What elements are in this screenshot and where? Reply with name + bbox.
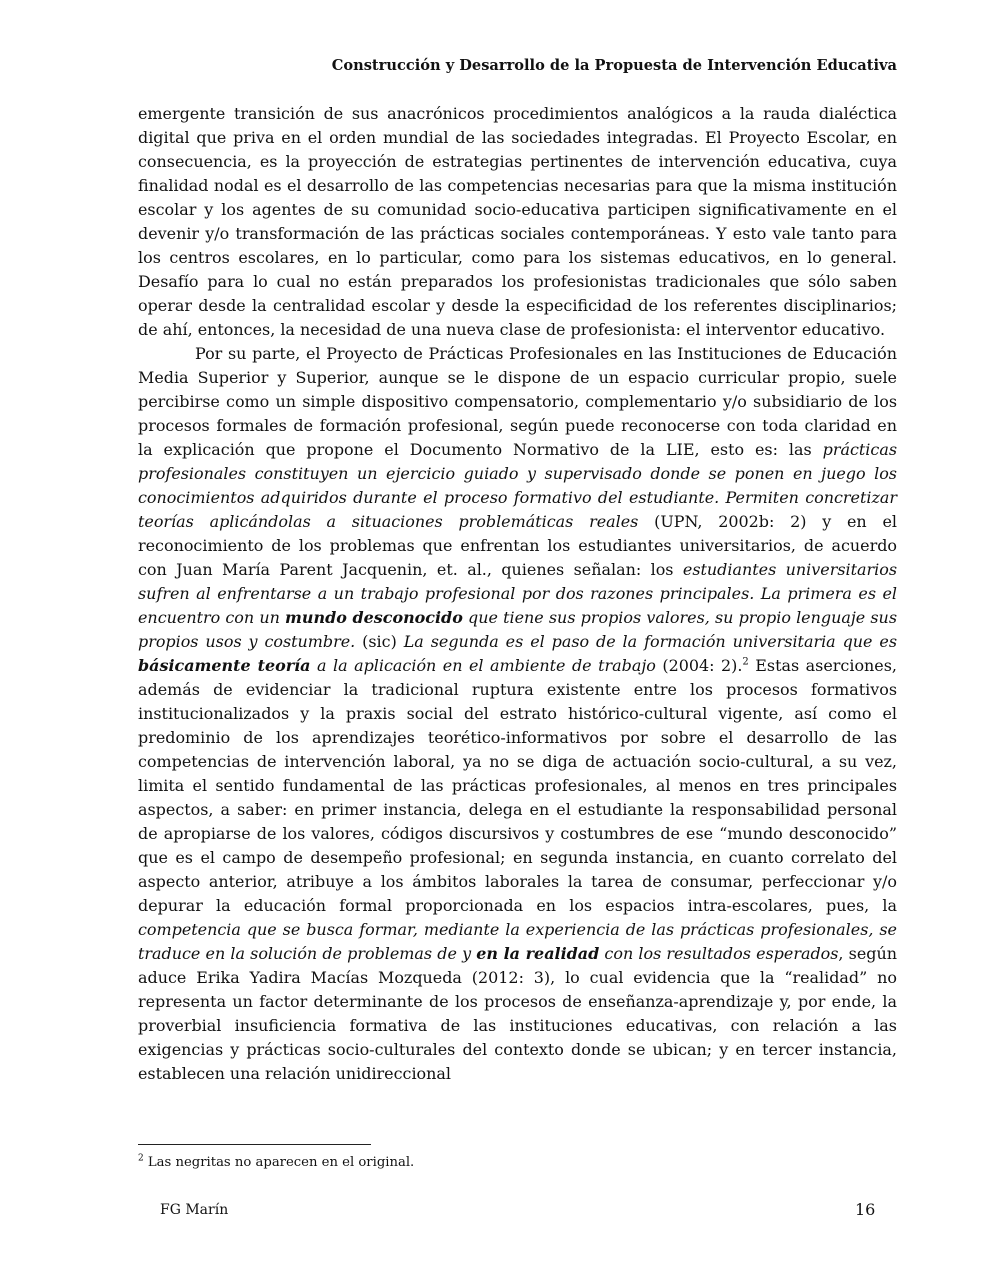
paragraph: [138, 102, 897, 342]
paragraph: [138, 342, 897, 1086]
running-header: Construcción y Desarrollo de la Propuesta de Intervención Educativa: [331, 57, 897, 74]
quote-text: La segunda es el paso de la formación universitaria que es: [403, 632, 897, 651]
quote-text: estudiantes universitarios sufren al enfrentarse a un trabajo profesional por dos razones principales. La primera es el encuentro con un: [138, 560, 898, 627]
page-number: 16: [855, 1200, 876, 1219]
body-text: [138, 102, 897, 1086]
text-run: Por su parte, el Proyecto de Prácticas Profesionales en las Instituciones de Educación Media Superior y Superior, aunque se le dispone de un espacio curricular propio, suele percibirse como un simple dispositivo compensatorio, complementario y/o subsidiario de los procesos formales de formación profesional, según puede reconocerse con toda claridad en la explicación que propone el Documento Normativo de la LIE, esto es: las: [138, 344, 897, 459]
text-run: Estas aserciones, además de evidenciar la tradicional ruptura existente entre los procesos formativos institucionalizados y la praxis social del estrato histórico-cultural vigente, así como el predominio de los aprendizajes teorético-informativos por sobre el desarrollo de las competencias de intervención laboral, ya no se diga de actuación socio-cultural, a su vez, limita el sentido fundamental de las prácticas profesionales, al menos en tres principales aspectos, a saber: en primer instancia, delega en el estudiante la responsabilidad personal de apropiarse de los valores, códigos discursivos y costumbres de ese “mundo desconocido” que es el campo de desempeño profesional; en segunda instancia, en cuanto correlato del aspecto anterior, atribuye a los ámbitos laborales la tarea de consumar, perfeccionar y/o depurar la educación formal proporcionada en los espacios intra-escolares, pues, la: [138, 656, 897, 915]
quote-text: competencia que se busca formar, mediante la experiencia de las prácticas profesionales, se traduce en la solución de problemas de y: [138, 920, 897, 963]
footnote-text: Las negritas no aparecen en el original.: [143, 1155, 415, 1170]
quote-text: prácticas profesionales constituyen un ejercicio guiado y supervisado donde se ponen en juego los conocimientos adquiridos durante el proceso formativo del estudiante. Permiten concretizar teorías aplicándolas a situaciones problemáticas reales: [138, 440, 897, 531]
text-run: (2004: 2).: [655, 656, 743, 675]
text-run: (UPN, 2002b: 2) y en el reconocimiento de los problemas que enfrentan los estudiantes universitarios, de acuerdo con Juan María Parent Jacquenin, et. al., quienes señalan: los: [138, 512, 897, 579]
quote-text: con los resultados esperados: [599, 944, 839, 963]
footnote-reference: 2: [742, 656, 749, 668]
text-run: , según aduce Erika Yadira Macías Mozqueda (2012: 3), lo cual evidencia que la “realidad” no representa un factor determinante de los procesos de enseñanza-aprendizaje y, por ende, la proverbial insuficiencia formativa de las instituciones educativas, con relación a las exigencias y prácticas socio-culturales del contexto donde se ubican; y en tercer instancia, establecen una relación unidireccional: [138, 944, 897, 1083]
quote-text: que tiene sus propios valores, su propio lenguaje sus propios usos y costumbre.: [138, 608, 898, 651]
text-run: (sic): [355, 632, 404, 651]
footnote-separator: [138, 1144, 371, 1145]
footer-author: FG Marín: [160, 1202, 229, 1218]
footnote: [138, 1155, 414, 1170]
text-run: emergente transición de sus anacrónicos procedimientos analógicos a la rauda dialéctica digital que priva en el orden mundial de las sociedades integradas. El Proyecto Escolar, en consecuencia, es la proyección de estrategias pertinentes de intervención educativa, cuya finalidad nodal es el desarrollo de las competencias necesarias para que la misma institución escolar y los agentes de su comunidad socio-educativa participen significativamente en el devenir y/o transformación de las prácticas sociales contemporáneas. Y esto vale tanto para los centros escolares, en lo particular, como para los sistemas educativos, en lo general. Desafío para lo cual no están preparados los profesionistas tradicionales que sólo saben operar desde la centralidad escolar y desde la especificidad de los referentes disciplinarios; de ahí, entonces, la necesidad de una nueva clase de profesionista: el interventor educativo.: [138, 104, 897, 339]
emphasized-quote-text: mundo desconocido: [285, 608, 463, 627]
emphasized-quote-text: básicamente teoría: [138, 656, 311, 675]
quote-text: a la aplicación en el ambiente de trabajo: [310, 656, 656, 675]
footnote-marker: 2: [138, 1153, 144, 1164]
emphasized-quote-text: en la realidad: [476, 944, 600, 963]
